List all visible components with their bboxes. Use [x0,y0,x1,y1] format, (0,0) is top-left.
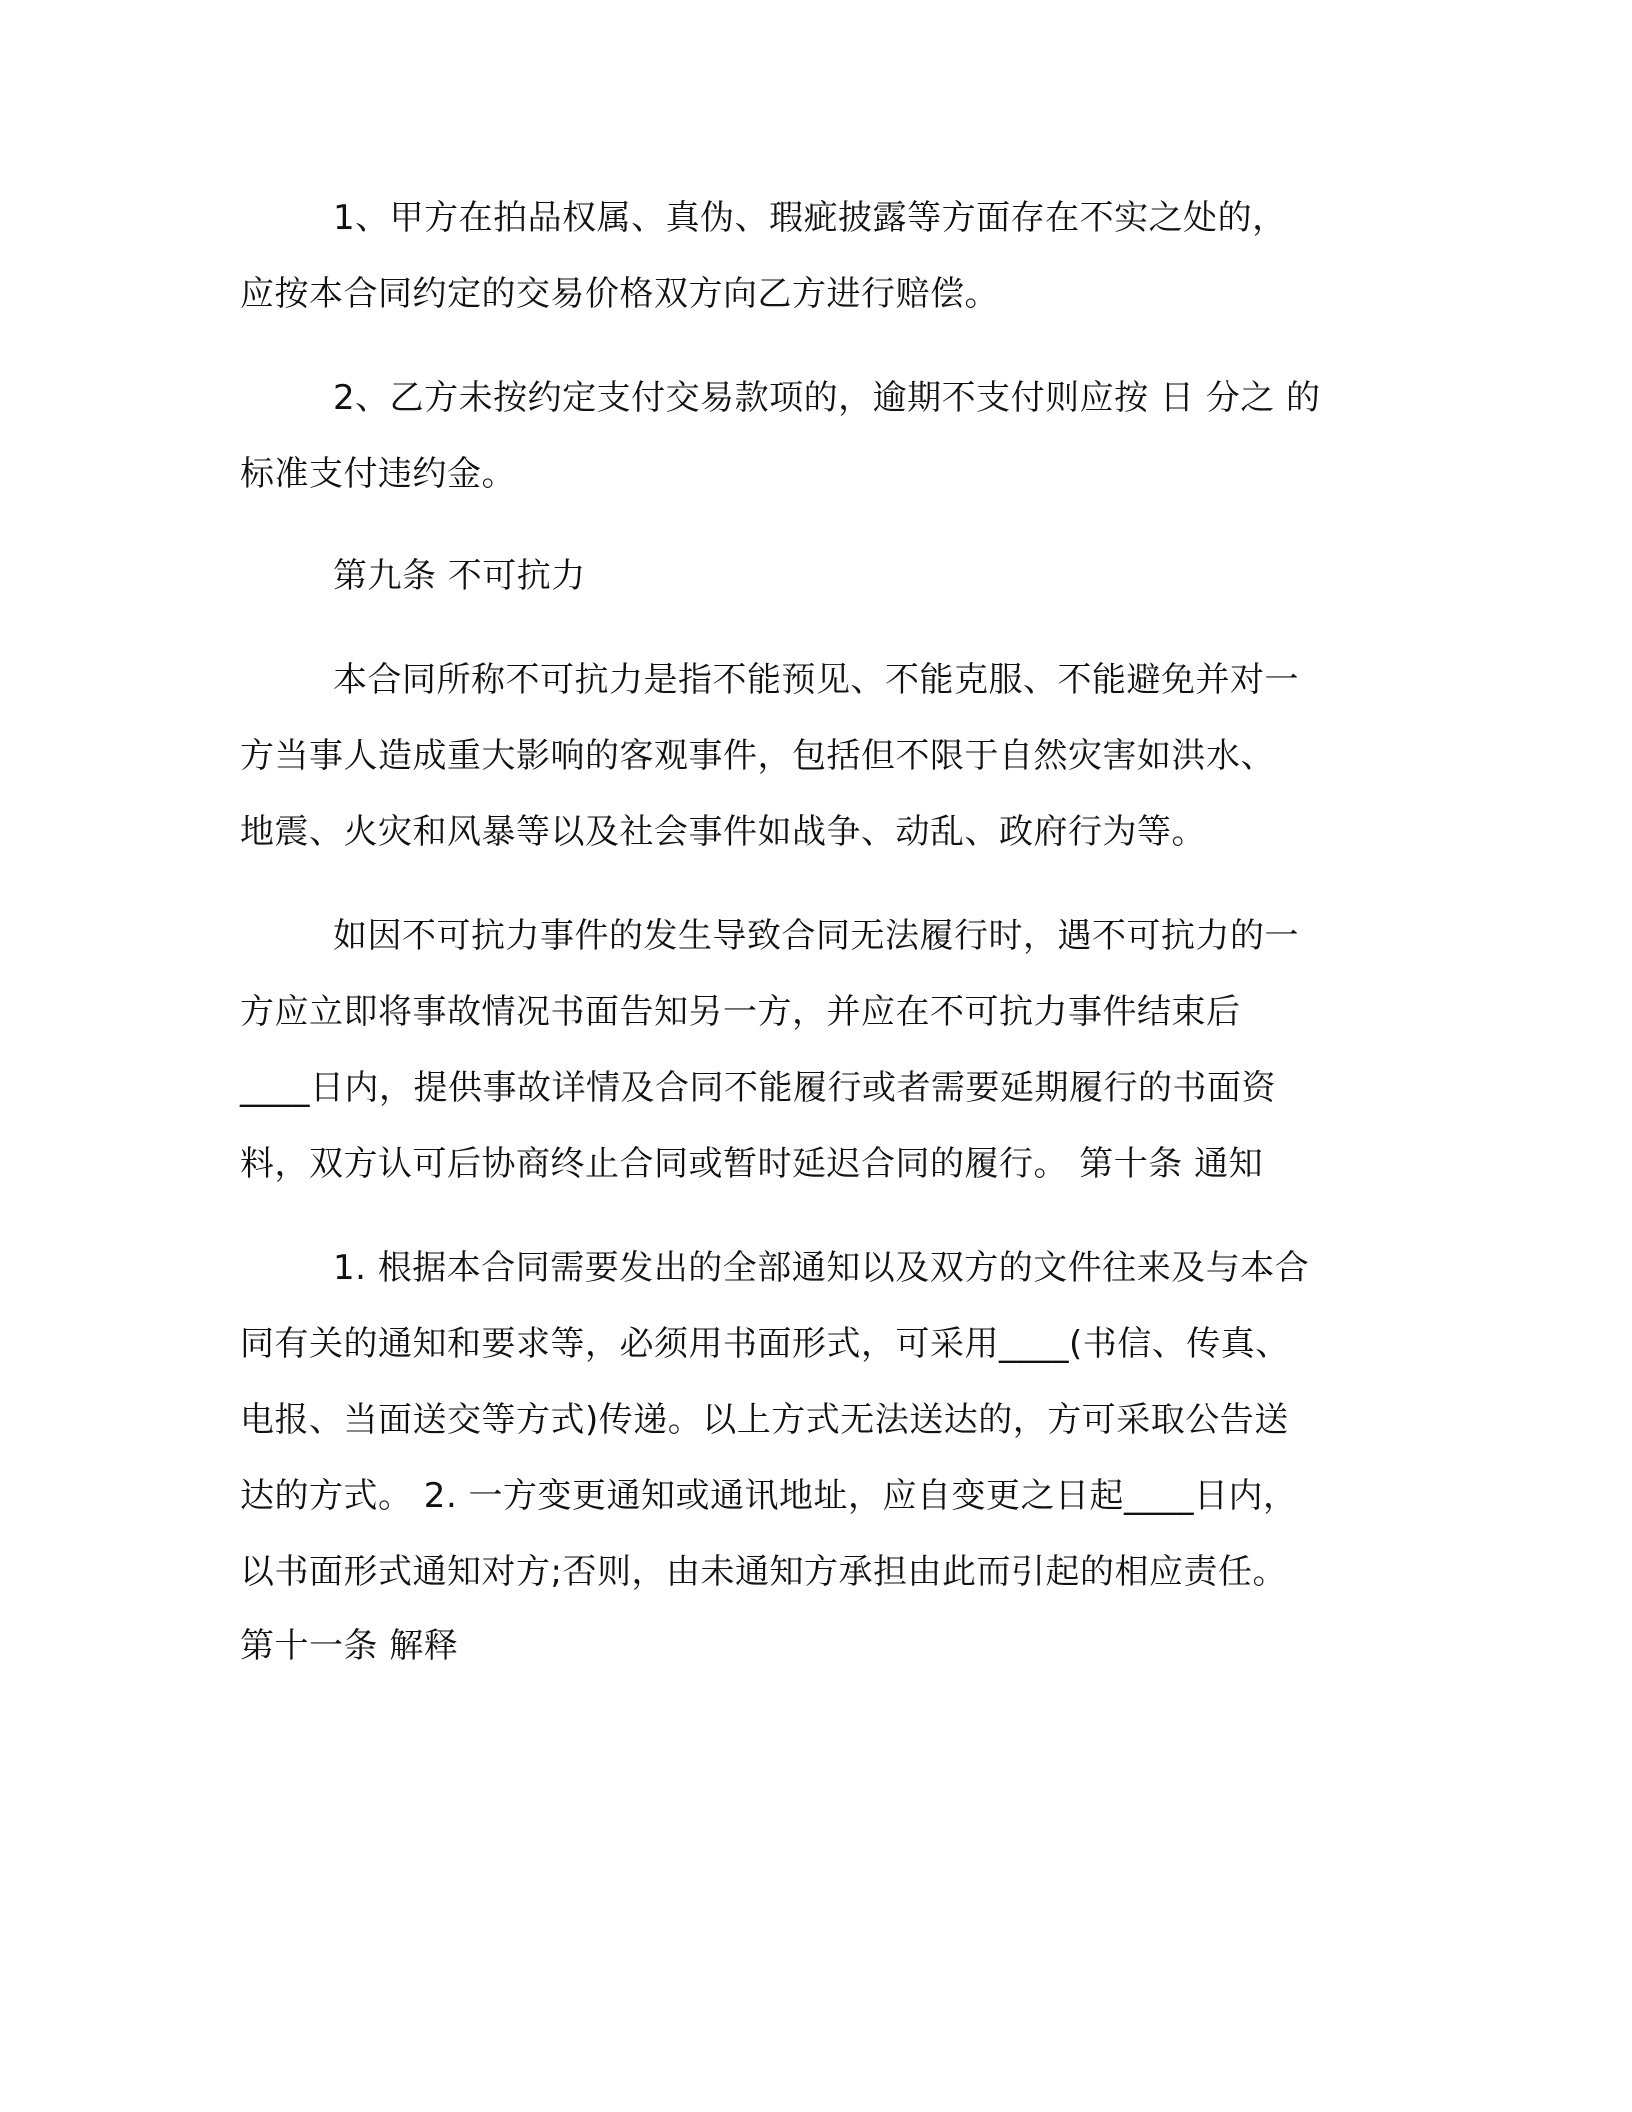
clause-9-heading: 第九条 不可抗力 [333,556,586,596]
force-majeure-procedure-line-4: 料，双方认可后协商终止合同或暂时延迟合同的履行。 第十条 通知 [240,1144,1264,1184]
notice-clause-line-1: 1. 根据本合同需要发出的全部通知以及双方的文件往来及与本合 [333,1248,1310,1288]
notice-clause-line-3: 电报、当面送交等方式)传递。以上方式无法送达的，方可采取公告送 [240,1400,1289,1440]
clause-11-heading: 第十一条 解释 [240,1626,459,1666]
force-majeure-definition-line-1: 本合同所称不可抗力是指不能预见、不能克服、不能避免并对一 [333,660,1299,700]
force-majeure-definition-line-2: 方当事人造成重大影响的客观事件，包括但不限于自然灾害如洪水、 [240,736,1275,776]
force-majeure-definition-line-3: 地震、火灾和风暴等以及社会事件如战争、动乱、政府行为等。 [240,812,1206,852]
notice-clause-line-5: 以书面形式通知对方;否则，由未通知方承担由此而引起的相应责任。 [240,1552,1287,1592]
clause-8-item-2-line-2: 标准支付违约金。 [240,454,516,494]
clause-8-item-1-line-2: 应按本合同约定的交易价格双方向乙方进行赔偿。 [240,274,999,314]
notice-clause-line-2: 同有关的通知和要求等，必须用书面形式，可采用____(书信、传真、 [240,1324,1290,1364]
force-majeure-procedure-line-1: 如因不可抗力事件的发生导致合同无法履行时，遇不可抗力的一 [333,916,1299,956]
clause-8-item-2-line-1: 2、乙方未按约定支付交易款项的，逾期不支付则应按 日 分之 的 [333,378,1321,418]
notice-clause-line-4: 达的方式。 2. 一方变更通知或通讯地址，应自变更之日起____日内， [240,1476,1298,1516]
clause-8-item-1-line-1: 1、甲方在拍品权属、真伪、瑕疵披露等方面存在不实之处的， [333,198,1287,238]
force-majeure-procedure-line-3: ____日内，提供事故详情及合同不能履行或者需要延期履行的书面资 [240,1068,1276,1108]
force-majeure-procedure-line-2: 方应立即将事故情况书面告知另一方，并应在不可抗力事件结束后 [240,992,1241,1032]
